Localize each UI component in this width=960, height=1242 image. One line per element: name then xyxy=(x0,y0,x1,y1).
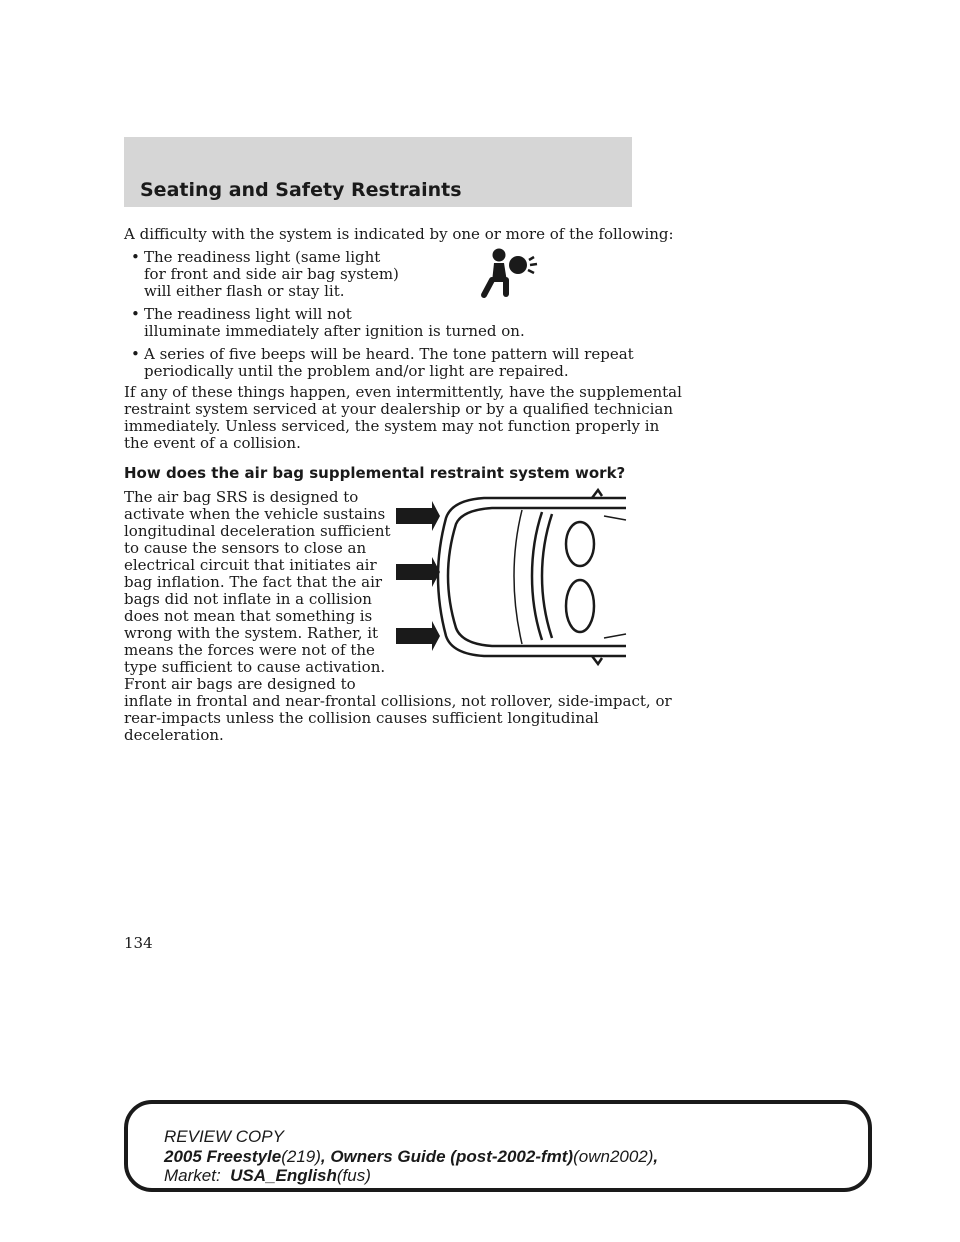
paragraph-line: bag inflation. The fact that the air xyxy=(124,573,383,591)
review-copy-label: REVIEW COPY xyxy=(164,1127,284,1146)
bullet-line: for front and side air bag system) xyxy=(144,265,399,283)
bullet-dot: • xyxy=(131,345,140,363)
model-code: (219) xyxy=(281,1147,321,1166)
bullet-line: A series of five beeps will be heard. The tone pattern will repeat xyxy=(144,345,634,363)
page-number: 134 xyxy=(124,934,153,952)
bullet-dot: • xyxy=(131,248,140,266)
guide-code: (own2002) xyxy=(573,1147,654,1166)
paragraph-line: If any of these things happen, even intermittently, have the supplemental xyxy=(124,383,682,401)
model-name: 2005 Freestyle xyxy=(164,1147,282,1166)
impact-arrow-icon xyxy=(396,621,440,651)
paragraph-line: rear-impacts unless the collision causes sufficient longitudinal xyxy=(124,709,599,727)
paragraph-line: wrong with the system. Rather, it xyxy=(124,624,379,642)
paragraph-line: deceleration. xyxy=(124,726,224,744)
paragraph-line: type sufficient to cause activation. xyxy=(124,658,386,676)
market-line xyxy=(164,1166,371,1185)
intro-text: A difficulty with the system is indicated by one or more of the following: xyxy=(124,225,674,243)
section-title: Seating and Safety Restraints xyxy=(140,179,462,201)
airbag-warning-icon xyxy=(482,248,542,298)
document-id-line xyxy=(164,1147,658,1166)
paragraph-line: restraint system serviced at your dealership or by a qualified technician xyxy=(124,400,674,418)
paragraph-line: to cause the sensors to close an xyxy=(124,539,367,557)
car-frontal-impact-illustration xyxy=(392,488,628,668)
bullet-line: illuminate immediately after ignition is turned on. xyxy=(144,322,525,340)
paragraph-line: electrical circuit that initiates air xyxy=(124,556,377,574)
paragraph-line: The air bag SRS is designed to xyxy=(124,488,359,506)
market-value: USA_English xyxy=(230,1166,337,1185)
bullet-line: The readiness light will not xyxy=(144,305,352,323)
paragraph-line: activate when the vehicle sustains xyxy=(124,505,386,523)
impact-arrow-icon xyxy=(396,557,440,587)
paragraph-line: Front air bags are designed to xyxy=(124,675,356,693)
market-label: Market: xyxy=(164,1166,221,1185)
impact-arrow-icon xyxy=(396,501,440,531)
paragraph-line: means the forces were not of the xyxy=(124,641,375,659)
bullet-line: will either flash or stay lit. xyxy=(144,282,345,300)
subheading: How does the air bag supplemental restraint system work? xyxy=(124,464,626,482)
paragraph-line: bags did not inflate in a collision xyxy=(124,590,372,608)
market-code: (fus) xyxy=(336,1166,371,1185)
bullet-line: The readiness light (same light xyxy=(144,248,381,266)
paragraph-line: the event of a collision. xyxy=(124,434,301,452)
paragraph-line: longitudinal deceleration sufficient xyxy=(124,522,391,540)
paragraph-line: inflate in frontal and near-frontal collisions, not rollover, side-impact, or xyxy=(124,692,672,710)
guide-name: , Owners Guide (post-2002-fmt) xyxy=(320,1147,574,1166)
paragraph-line: immediately. Unless serviced, the system may not function properly in xyxy=(124,417,660,435)
bullet-dot: • xyxy=(131,305,140,323)
separator: , xyxy=(653,1147,659,1166)
bullet-line: periodically until the problem and/or light are repaired. xyxy=(144,362,569,380)
paragraph-line: does not mean that something is xyxy=(124,607,373,625)
